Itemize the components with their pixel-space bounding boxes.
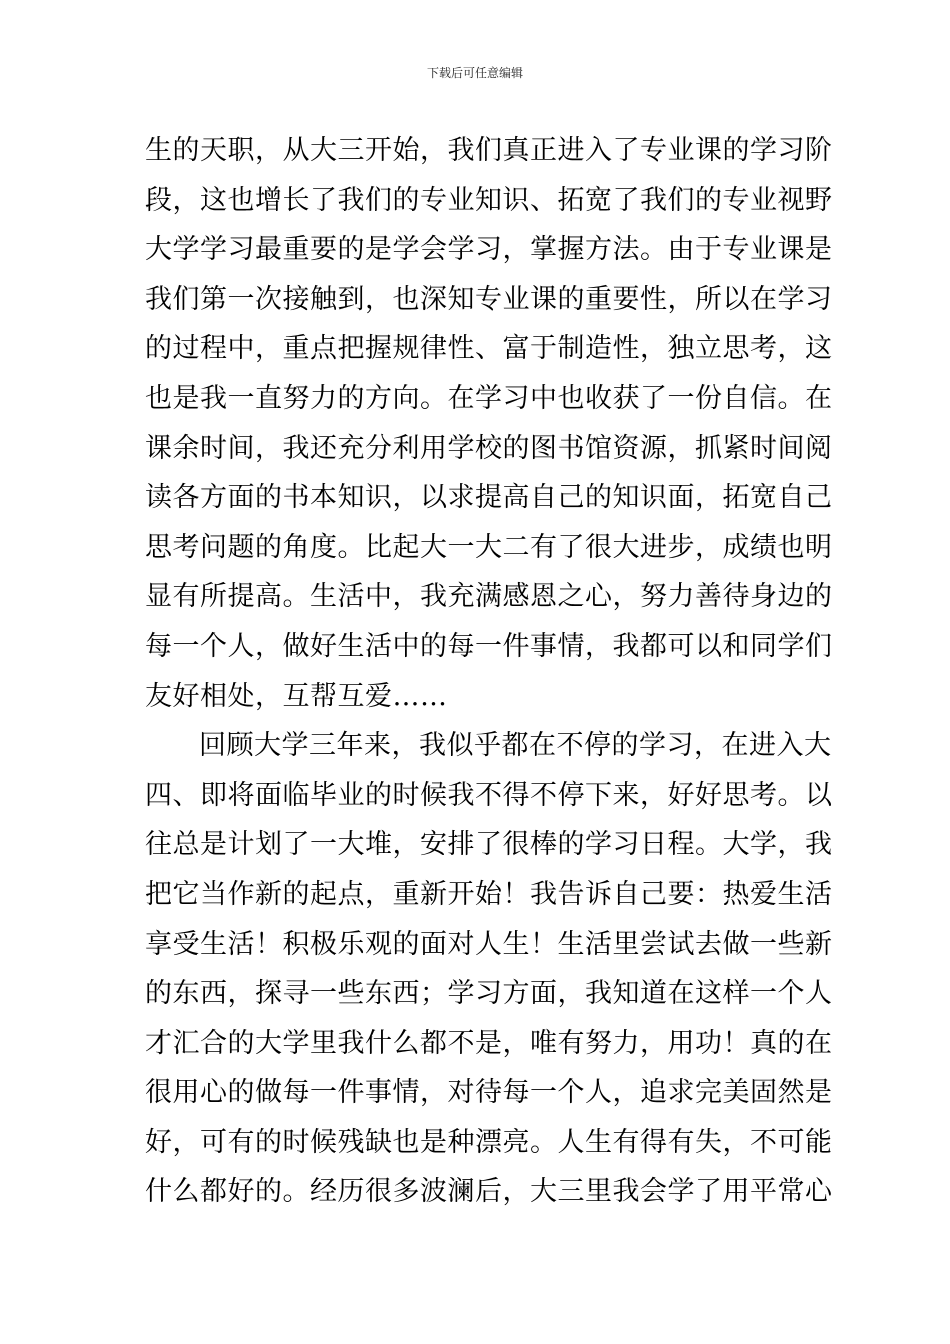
text-line: 享受生活！积极乐观的面对人生！生活里尝试去做一些新 — [145, 928, 833, 960]
text-line: 的东西，探寻一些东西；学习方面，我知道在这样一个人 — [145, 978, 833, 1010]
text-line: 把它当作新的起点，重新开始！我告诉自己要：热爱生活 — [145, 878, 833, 910]
text-line: 读各方面的书本知识，以求提高自己的知识面，拓宽自己 — [145, 482, 833, 514]
paragraph-start-line: 回顾大学三年来，我似乎都在不停的学习，在进入大 — [199, 730, 832, 762]
text-line: 友好相处，互帮互爱…… — [145, 680, 448, 712]
text-line: 往总是计划了一大堆，安排了很棒的学习日程。大学，我 — [145, 829, 833, 861]
text-line: 什么都好的。经历很多波澜后，大三里我会学了用平常心 — [145, 1176, 833, 1208]
text-line: 好，可有的时候残缺也是种漂亮。人生有得有失，不可能 — [145, 1126, 833, 1158]
text-line: 很用心的做每一件事情，对待每一个人，追求完美固然是 — [145, 1077, 833, 1109]
document-body — [145, 126, 833, 1217]
text-line: 我们第一次接触到，也深知专业课的重要性，所以在学习 — [145, 283, 833, 315]
text-line: 每一个人，做好生活中的每一件事情，我都可以和同学们 — [145, 630, 833, 662]
text-line: 大学学习最重要的是学会学习，掌握方法。由于专业课是 — [145, 234, 833, 266]
text-line: 思考问题的角度。比起大一大二有了很大进步，成绩也明 — [145, 531, 833, 563]
text-line: 四、即将面临毕业的时候我不得不停下来，好好思考。以 — [145, 779, 833, 811]
text-line: 课余时间，我还充分利用学校的图书馆资源，抓紧时间阅 — [145, 432, 833, 464]
text-line: 也是我一直努力的方向。在学习中也收获了一份自信。在 — [145, 382, 833, 414]
text-line: 显有所提高。生活中，我充满感恩之心，努力善待身边的 — [145, 581, 833, 613]
text-line: 才汇合的大学里我什么都不是，唯有努力，用功！真的在 — [145, 1027, 833, 1059]
text-line: 的过程中，重点把握规律性、富于制造性，独立思考，这 — [145, 333, 833, 365]
text-line: 段，这也增长了我们的专业知识、拓宽了我们的专业视野 — [145, 184, 833, 216]
page-header: 下载后可任意编辑 — [426, 66, 523, 80]
text-line: 生的天职，从大三开始，我们真正进入了专业课的学习阶 — [145, 135, 833, 166]
